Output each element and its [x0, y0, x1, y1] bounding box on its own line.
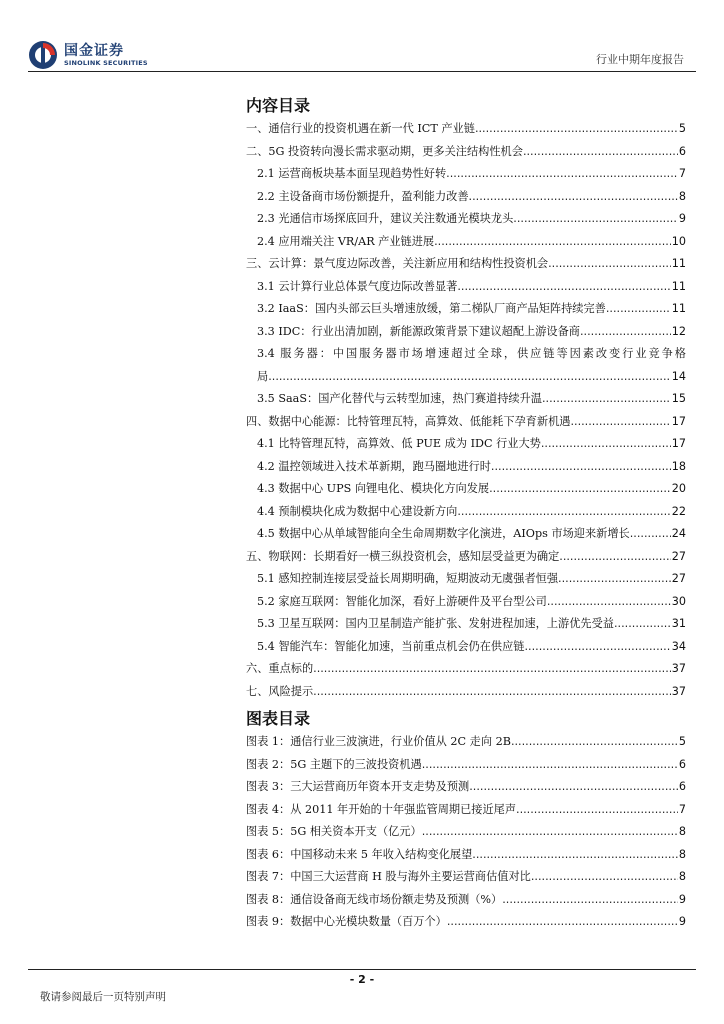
header-divider	[28, 71, 696, 72]
toc-list	[246, 120, 686, 705]
figure-item[interactable]	[246, 846, 686, 869]
figure-item[interactable]	[246, 823, 686, 846]
leader-dots	[502, 893, 678, 906]
leader-dots	[268, 370, 671, 383]
toc-item-text: 3.3 IDC：行业出清加剧，新能源政策背景下建议超配上游设备商	[257, 324, 580, 338]
toc-item-text: 4.4 预制模块化成为数据中心建设新方向	[257, 504, 458, 518]
toc-item[interactable]	[246, 323, 686, 346]
figure-item-page: 7	[678, 802, 686, 816]
leader-dots	[548, 257, 671, 270]
toc-item-text: 2.2 主设备商市场份额提升，盈利能力改善	[257, 189, 469, 203]
toc-item-text: 2.4 应用端关注 VR/AR 产业链进展	[257, 234, 435, 248]
toc-item[interactable]	[246, 278, 686, 301]
footer-divider	[28, 969, 696, 970]
figure-item-text: 图表 1：通信行业三波演进，行业价值从 2C 走向 2B	[246, 735, 511, 748]
toc-item[interactable]	[246, 638, 686, 661]
toc-item-page: 22	[671, 504, 686, 518]
leader-dots	[434, 235, 671, 248]
toc-item[interactable]	[246, 435, 686, 458]
page-number: - 2 -	[349, 973, 375, 986]
leader-dots	[472, 848, 678, 861]
toc-item[interactable]	[246, 255, 686, 278]
toc-item-text: 3.2 IaaS：国内头部云巨头增速放缓，第二梯队厂商产品矩阵持续完善	[257, 302, 606, 315]
toc-item-page: 11	[671, 302, 686, 315]
toc-item-text: 3.5 SaaS：国产化替代与云转型加速，热门赛道持续升温	[257, 392, 542, 405]
toc-item-text: 5.2 家庭互联网：智能化加深，看好上游硬件及平台型公司	[257, 594, 547, 608]
toc-item[interactable]	[246, 480, 686, 503]
figure-item-text: 图表 7：中国三大运营商 H 股与海外主要运营商估值对比	[246, 870, 531, 883]
company-logo	[28, 40, 148, 70]
figure-item[interactable]	[246, 891, 686, 914]
toc-item-text: 二、5G 投资转向漫长需求驱动期，更多关注结构性机会	[246, 144, 523, 158]
leader-dots	[516, 803, 678, 816]
toc-item[interactable]	[246, 188, 686, 211]
figure-item-text: 图表 8：通信设备商无线市场份额走势及预测（%）	[246, 892, 503, 906]
toc-item-page: 24	[671, 527, 686, 540]
leader-dots	[614, 617, 671, 630]
disclaimer-text: 敬请参阅最后一页特别声明	[40, 991, 166, 1003]
leader-dots	[489, 482, 671, 495]
toc-item-page: 14	[671, 369, 686, 383]
toc-item-text: 3.4 服务器：中国服务器市场增速超过全球，供应链等因素改变行业竞争格	[257, 347, 686, 360]
leader-dots	[580, 325, 671, 338]
toc-item[interactable]	[246, 165, 686, 188]
toc-item-page: 17	[671, 414, 686, 428]
toc-item-page: 20	[671, 482, 686, 495]
toc-item[interactable]	[246, 143, 686, 166]
leader-dots	[447, 915, 678, 928]
figures-list	[246, 733, 686, 936]
toc-item[interactable]	[246, 413, 686, 436]
leader-dots	[541, 437, 671, 450]
toc-item-page: 5	[678, 122, 686, 135]
toc-item-text: 2.3 光通信市场探底回升，建议关注数通光模块龙头	[257, 212, 514, 225]
leader-dots	[469, 190, 678, 203]
toc-item-page: 11	[671, 279, 686, 293]
toc-item-text: 5.4 智能汽车：智能化加速，当前重点机会仍在供应链	[257, 639, 525, 653]
leader-dots	[547, 595, 671, 608]
toc-item[interactable]	[246, 300, 686, 323]
toc-item-page: 27	[671, 549, 686, 563]
toc-item-page: 10	[671, 234, 686, 248]
toc-item-page: 15	[671, 392, 686, 405]
toc-item-page: 6	[678, 144, 686, 158]
figure-item[interactable]	[246, 913, 686, 936]
toc-item-text: 4.2 温控领域进入技术革新期，跑马圈地进行时	[257, 459, 491, 473]
leader-dots	[559, 550, 670, 563]
toc-item[interactable]	[246, 120, 686, 143]
leader-dots	[524, 640, 670, 653]
leader-dots	[422, 758, 678, 771]
figure-item-page: 8	[678, 825, 686, 838]
leader-dots	[542, 392, 671, 405]
toc-item-text: 七、风险提示	[246, 684, 314, 698]
figure-item[interactable]	[246, 801, 686, 824]
leader-dots	[313, 662, 671, 675]
page-header	[0, 0, 724, 80]
figure-item-text: 图表 6：中国移动未来 5 年收入结构变化展望	[246, 847, 473, 861]
figure-item-text: 图表 9：数据中心光模块数量（百万个）	[246, 915, 447, 928]
toc-item-text: 4.5 数据中心从单域智能向全生命周期数字化演进，AIOps 市场迎来新增长	[257, 527, 630, 540]
leader-dots	[511, 735, 678, 748]
leader-dots	[531, 870, 678, 883]
toc-item-text: 三、云计算：景气度边际改善，关注新应用和结构性投资机会	[246, 257, 549, 270]
toc-item-page: 12	[671, 324, 686, 338]
toc-item-page: 7	[678, 167, 686, 180]
leader-dots	[606, 302, 671, 315]
figures-title: 图表目录	[246, 709, 311, 728]
toc-item[interactable]	[246, 233, 686, 256]
toc-item-page: 8	[678, 189, 686, 203]
leader-dots	[475, 122, 678, 135]
toc-item[interactable]	[246, 345, 686, 390]
figure-item[interactable]	[246, 756, 686, 779]
toc-item[interactable]	[246, 570, 686, 593]
figure-item-page: 9	[678, 915, 686, 928]
toc-item-page: 18	[671, 459, 686, 473]
leader-dots	[469, 780, 678, 793]
toc-item[interactable]	[246, 210, 686, 233]
toc-item-page: 9	[678, 212, 686, 225]
figure-item[interactable]	[246, 778, 686, 801]
toc-item[interactable]	[246, 548, 686, 571]
toc-item-text-continued: 局	[257, 369, 269, 383]
logo-chinese-name: 国金证券	[64, 42, 124, 59]
toc-item-text: 四、数据中心能源：比特管理瓦特，高算效、低能耗下孕育新机遇	[246, 414, 571, 428]
toc-item-page: 34	[671, 639, 686, 653]
leader-dots	[422, 825, 678, 838]
figure-item-page: 6	[678, 780, 686, 793]
toc-item-text: 5.1 感知控制连接层受益长周期明确，短期波动无虞强者恒强	[257, 572, 559, 585]
toc-item[interactable]	[246, 390, 686, 413]
figure-item-page: 8	[678, 870, 686, 883]
report-type-label: 行业中期年度报告	[596, 53, 684, 66]
figure-item-page: 8	[678, 847, 686, 861]
toc-item[interactable]	[246, 525, 686, 548]
toc-item[interactable]	[246, 660, 686, 683]
toc-item-text: 2.1 运营商板块基本面呈现趋势性好转	[257, 167, 447, 180]
toc-item-text: 4.3 数据中心 UPS 向锂电化、模块化方向发展	[257, 482, 490, 495]
toc-item-page: 37	[671, 684, 686, 698]
leader-dots	[570, 415, 670, 428]
toc-item-page: 11	[671, 257, 686, 270]
figure-item-text: 图表 2：5G 主题下的三波投资机遇	[246, 757, 422, 771]
toc-item-page: 31	[671, 617, 686, 630]
toc-item-page: 37	[671, 662, 686, 675]
toc-item-text: 5.3 卫星互联网：国内卫星制造产能扩张、发射进程加速，上游优先受益	[257, 617, 614, 630]
logo-english-name: SINOLINK SECURITIES	[64, 58, 148, 67]
figure-item[interactable]	[246, 733, 686, 756]
figure-item-page: 9	[678, 892, 686, 906]
toc-item-page: 30	[671, 594, 686, 608]
leader-dots	[446, 167, 678, 180]
figure-item-text: 图表 3：三大运营商历年资本开支走势及预测	[246, 780, 470, 793]
toc-item-text: 3.1 云计算行业总体景气度边际改善显著	[257, 279, 458, 293]
toc-item-text: 一、通信行业的投资机遇在新一代 ICT 产业链	[246, 122, 475, 135]
toc-item[interactable]	[246, 615, 686, 638]
leader-dots	[313, 685, 671, 698]
toc-item-page: 17	[671, 437, 686, 450]
leader-dots	[491, 460, 671, 473]
toc-item[interactable]	[246, 593, 686, 616]
leader-dots	[457, 280, 670, 293]
leader-dots	[558, 572, 671, 585]
figure-item-page: 5	[678, 735, 686, 748]
toc-title: 内容目录	[246, 96, 311, 115]
toc-item-text: 五、物联网：长期看好一横三纵投资机会，感知层受益更为确定	[246, 549, 560, 563]
toc-item-page: 27	[671, 572, 686, 585]
leader-dots	[630, 527, 671, 540]
toc-item[interactable]	[246, 683, 686, 706]
figure-item-text: 图表 4：从 2011 年开始的十年强监管周期已接近尾声	[246, 802, 517, 816]
figure-item[interactable]	[246, 868, 686, 891]
figure-item-page: 6	[678, 757, 686, 771]
logo-mark-icon	[28, 40, 58, 70]
toc-item-text: 4.1 比特管理瓦特，高算效、低 PUE 成为 IDC 行业大势	[257, 437, 541, 450]
leader-dots	[523, 145, 678, 158]
toc-item-text: 六、重点标的	[246, 662, 314, 675]
leader-dots	[457, 505, 670, 518]
figure-item-text: 图表 5：5G 相关资本开支（亿元）	[246, 825, 422, 838]
toc-item[interactable]	[246, 503, 686, 526]
leader-dots	[513, 212, 678, 225]
toc-item[interactable]	[246, 458, 686, 481]
